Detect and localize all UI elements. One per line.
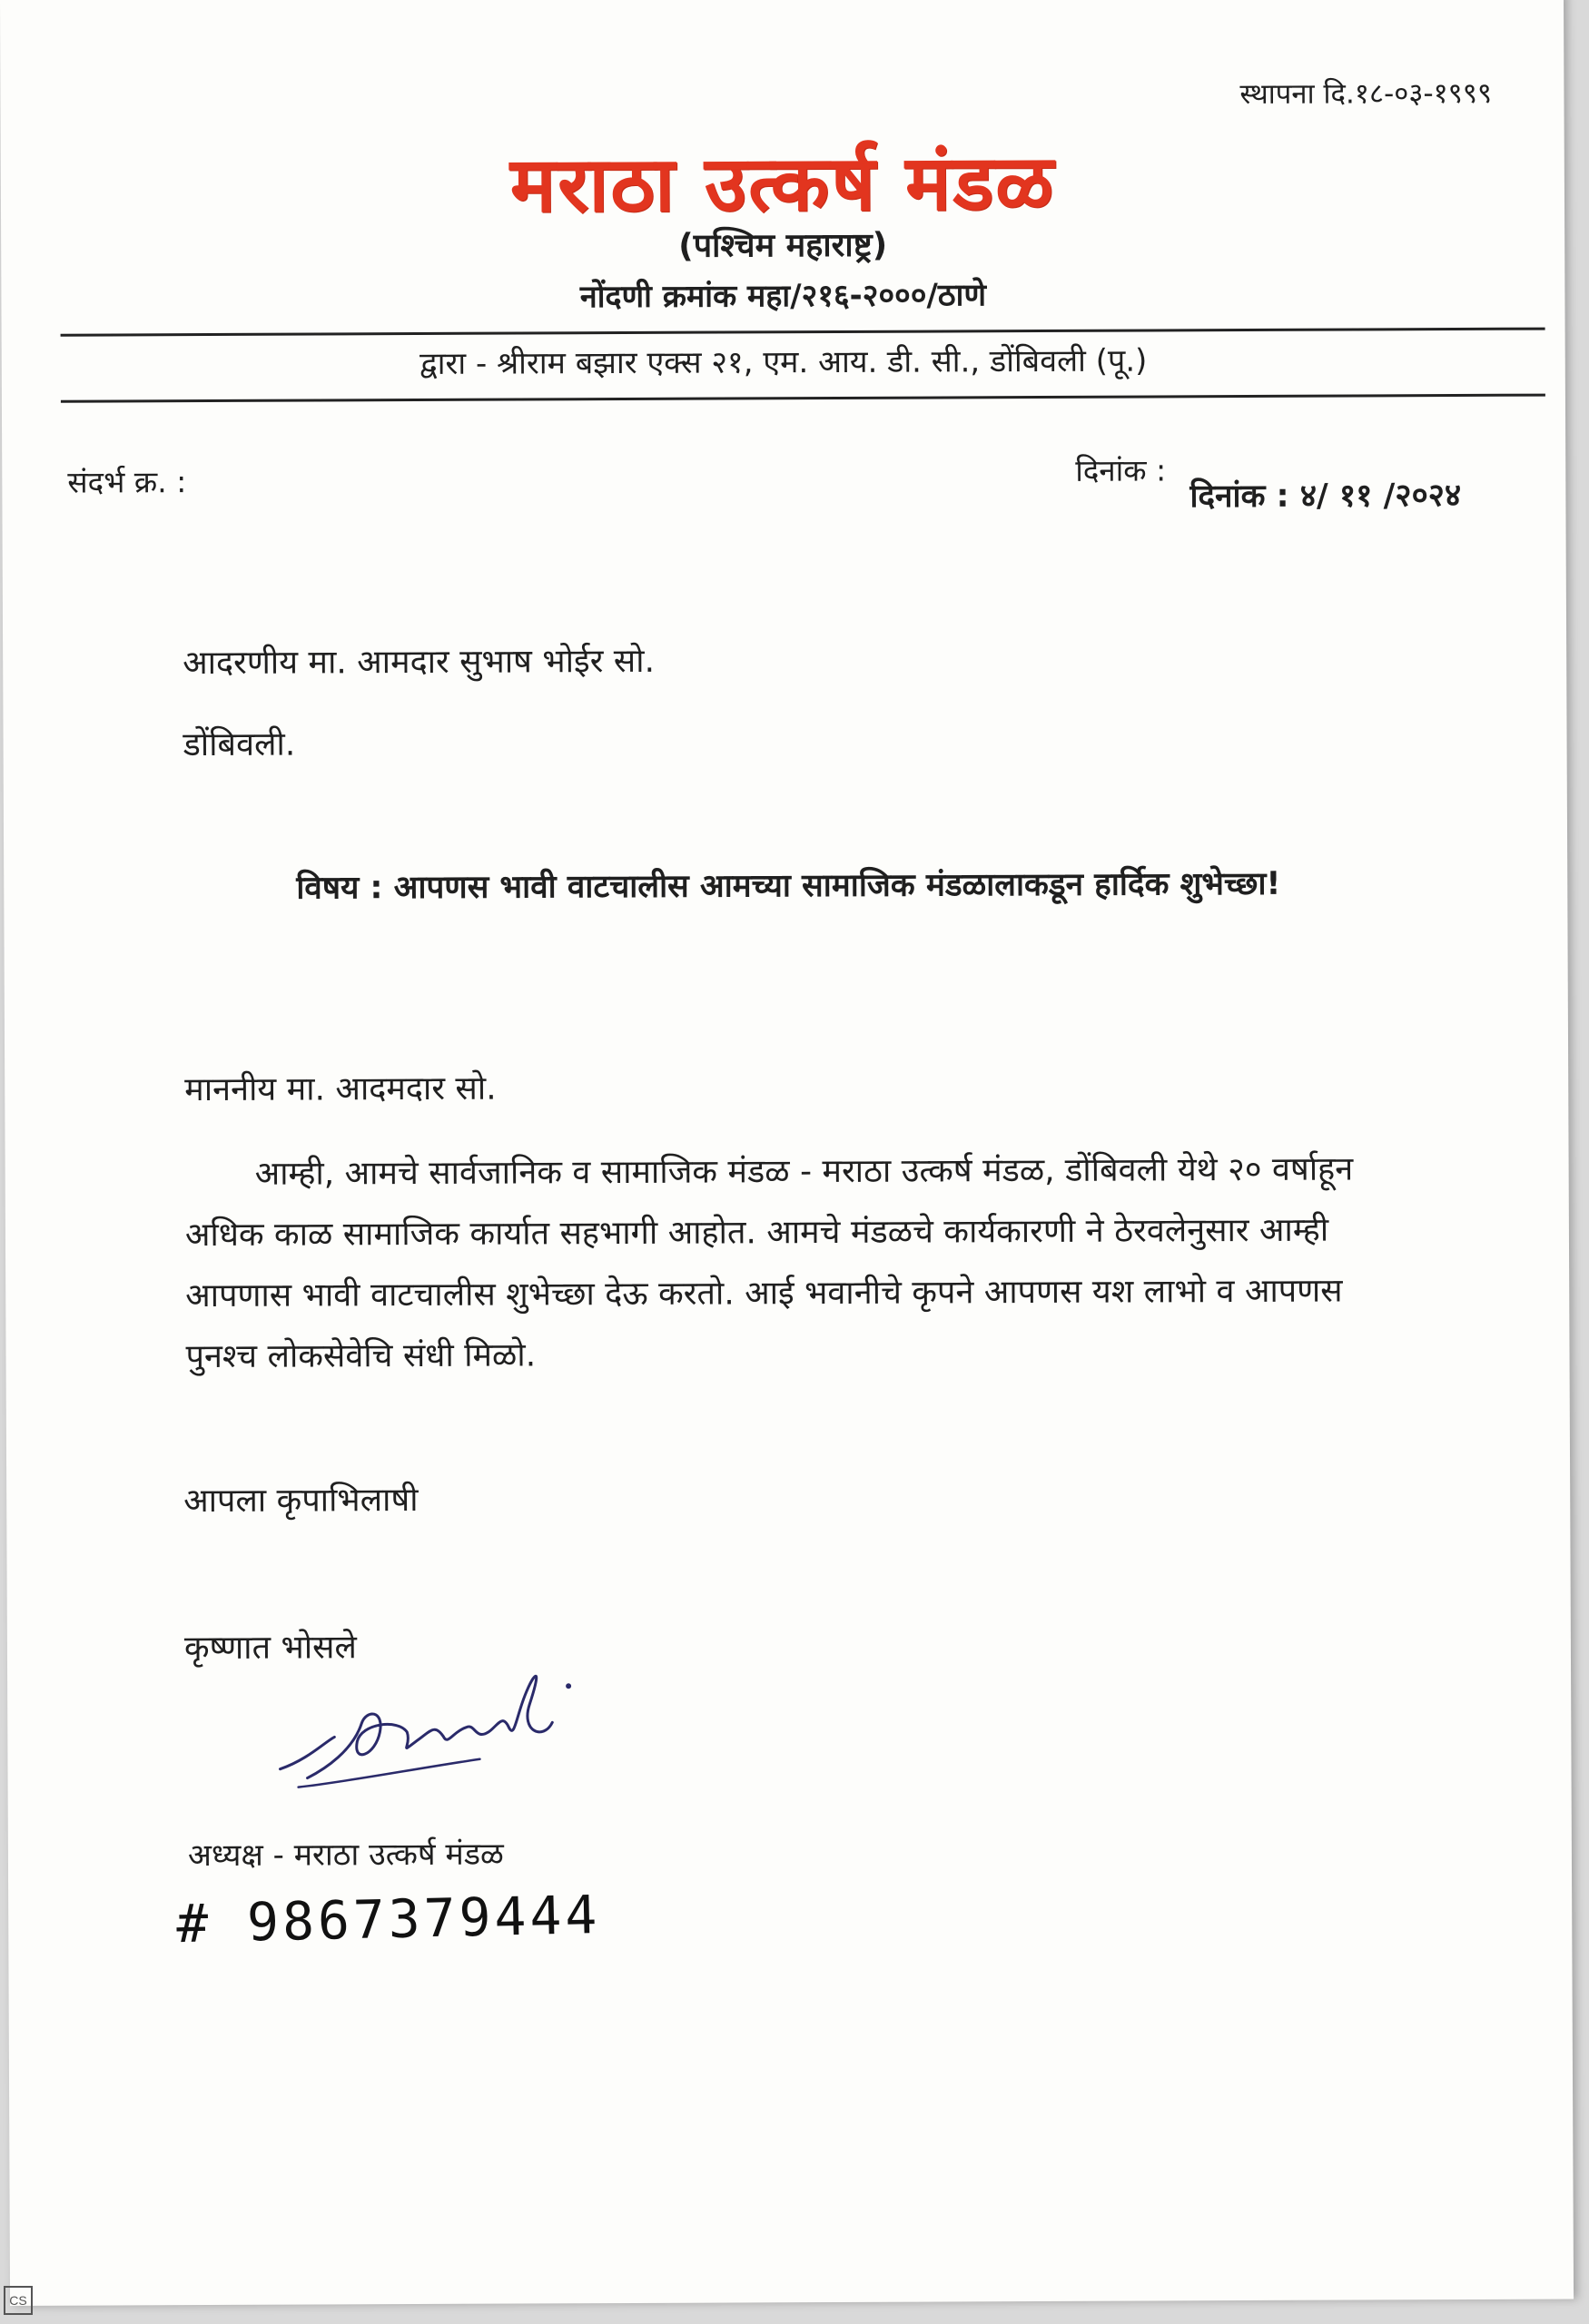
valediction: आपला कृपाभिलाषी	[183, 1482, 419, 1521]
contact-phone: # 9867379444	[175, 1884, 601, 1955]
signer-name: कृष्णात भोसले	[183, 1629, 357, 1668]
body-line: आपणास भावी वाटचालीस शुभेच्छा देऊ करतो. आई भवानीचे कृपने आपणस यश लाभो व आपणस	[185, 1272, 1343, 1315]
organization-address: द्वारा - श्रीराम बझार एक्स २१, एम. आय. डी. सी., डोंबिवली (पू.)	[419, 342, 1148, 382]
letter-greeting: माननीय मा. आदमदार सो.	[184, 1069, 497, 1109]
date-stamp: दिनांक : ४/ ११ /२०२४	[1189, 477, 1462, 516]
signature-icon	[271, 1631, 580, 1805]
body-line: पुनश्च लोकसेवेचि संधी मिळो.	[185, 1336, 537, 1376]
body-line: अधिक काळ सामाजिक कार्यात सहभागी आहोत. आमचे मंडळचे कार्यकारणी ने ठेरवलेनुसार आम्ही	[184, 1211, 1329, 1255]
reference-number-label: संदर्भ क्र. :	[67, 464, 187, 500]
header-divider-top	[61, 328, 1545, 337]
letter-subject: विषय : आपणस भावी वाटचालीस आमच्या सामाजिक मंडळालाकडून हार्दिक शुभेच्छा!	[296, 865, 1281, 907]
established-date: स्थापना दि.१८-०३-१९९९	[1239, 76, 1493, 112]
registration-number: नोंदणी क्रमांक महा/२१६-२०००/ठाणे	[579, 277, 987, 316]
recipient-city: डोंबिवली.	[183, 725, 296, 764]
header-divider-bottom	[61, 394, 1545, 403]
organization-region: (पश्चिम महाराष्ट्र)	[678, 226, 888, 265]
scanner-logo-icon: CS	[4, 2286, 33, 2315]
organization-name: मराठा उत्कर्ष मंडळ	[509, 137, 1056, 230]
recipient-salutation: आदरणीय मा. आमदार सुभाष भोईर सो.	[183, 642, 656, 683]
signer-designation: अध्यक्ष - मराठा उत्कर्ष मंडळ	[187, 1836, 504, 1875]
body-line: आम्ही, आमचे सार्वजानिक व सामाजिक मंडळ - मराठा उत्कर्ष मंडळ, डोंबिवली येथे २० वर्षाहून	[254, 1150, 1354, 1193]
date-label: दिनांक :	[1075, 452, 1167, 488]
